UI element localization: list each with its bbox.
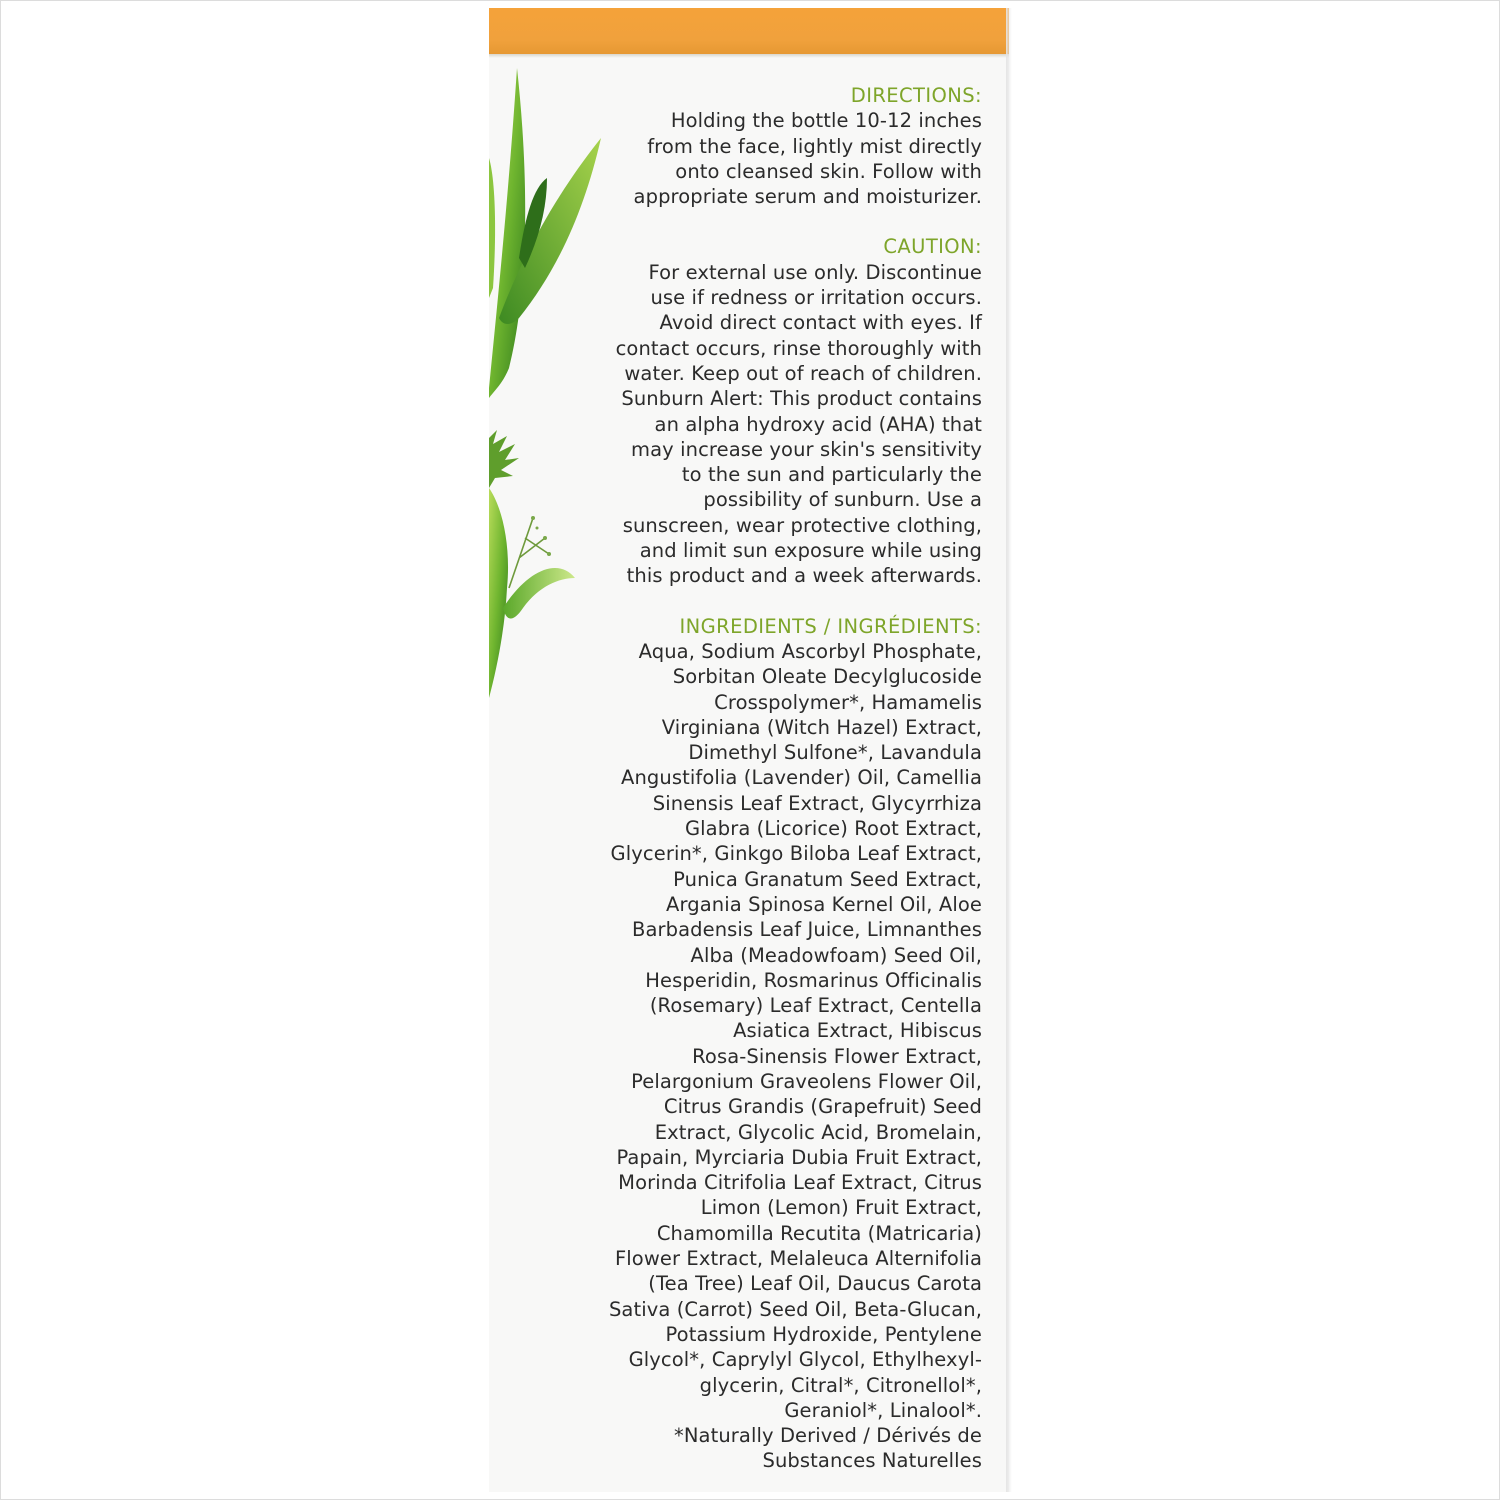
ingredients-text: Aqua, Sodium Ascorbyl Phosphate, Sorbitan Oleate Decylglucoside Crosspolymer*, Hamamelis Virginiana (Witch Hazel) Extract, Dimethyl Sulfone*, Lavandula Angustifolia (Lavender) Oil, Camellia Sinensis Leaf Extract, Glycyrrhiza Glabra (Licorice) Root Extract, Glycerin*, Ginkgo Biloba Leaf Extract, Punica Granatum Seed Extract, Argania Spinosa Kernel Oil, Aloe Barbadensis Leaf Juice, Limnanthes Alba (Meadowfoam) Seed Oil, Hesperidin, Rosmarinus Officinalis (Rosemary) Leaf Extract, Centella Asiatica Extract, Hibiscus Rosa-Sinensis Flower Extract, Pelargonium Graveolens Flower Oil, Citrus Grandis (Grapefruit) Seed Extract, Glycolic Acid, Bromelain, Papain, Myrciaria Dubia Fruit Extract, Morinda Citrifolia Leaf Extract, Citrus Limon (Lemon) Fruit Extract, Chamomilla Recutita (Matricaria) Flower Extract, Melaleuca Alternifolia (Tea Tree) Leaf Oil, Daucus Carota Sativa (Carrot) Seed Oil, Beta-Glucan, Potassium Hydroxide, Pentylene Glycol*, Caprylyl Glycol, Ethylhexyl- glycerin, Citral*, Citronellol*, Geraniol*, Linalool*. bbox=[608, 639, 982, 1422]
product-box-side-panel bbox=[489, 8, 1009, 1492]
caution-heading: CAUTION: bbox=[883, 235, 982, 259]
caution-text: For external use only. Discontinue use if redness or irritation occurs. Avoid direct contact with eyes. If contact occurs, rinse thoroughly with water. Keep out of reach of children. Sunburn Alert: This product contains an alpha hydroxy acid (AHA) that may increase your skin's sensitivity to the sun and particularly the possibility of sunburn. Use a sunscreen, wear protective clothing, and limit sun exposure while using this product and a week afterwards. bbox=[615, 260, 982, 588]
label-text-column bbox=[562, 83, 982, 1474]
ingredients-heading: INGREDIENTS / INGRÉDIENTS: bbox=[679, 614, 982, 638]
directions-heading: DIRECTIONS: bbox=[850, 84, 982, 107]
panel-edge-shadow bbox=[1006, 8, 1012, 1492]
orange-top-band bbox=[489, 8, 1009, 54]
ingredients-footnote: *Naturally Derived / Dérivés de Substances Naturelles bbox=[674, 1424, 982, 1473]
serrated-leaf-icon bbox=[489, 430, 519, 488]
directions-text: Holding the bottle 10-12 inches from the face, lightly mist directly onto cleansed skin. Follow with appropriate serum and moisturizer. bbox=[633, 109, 982, 209]
band-shadow bbox=[489, 54, 1009, 58]
